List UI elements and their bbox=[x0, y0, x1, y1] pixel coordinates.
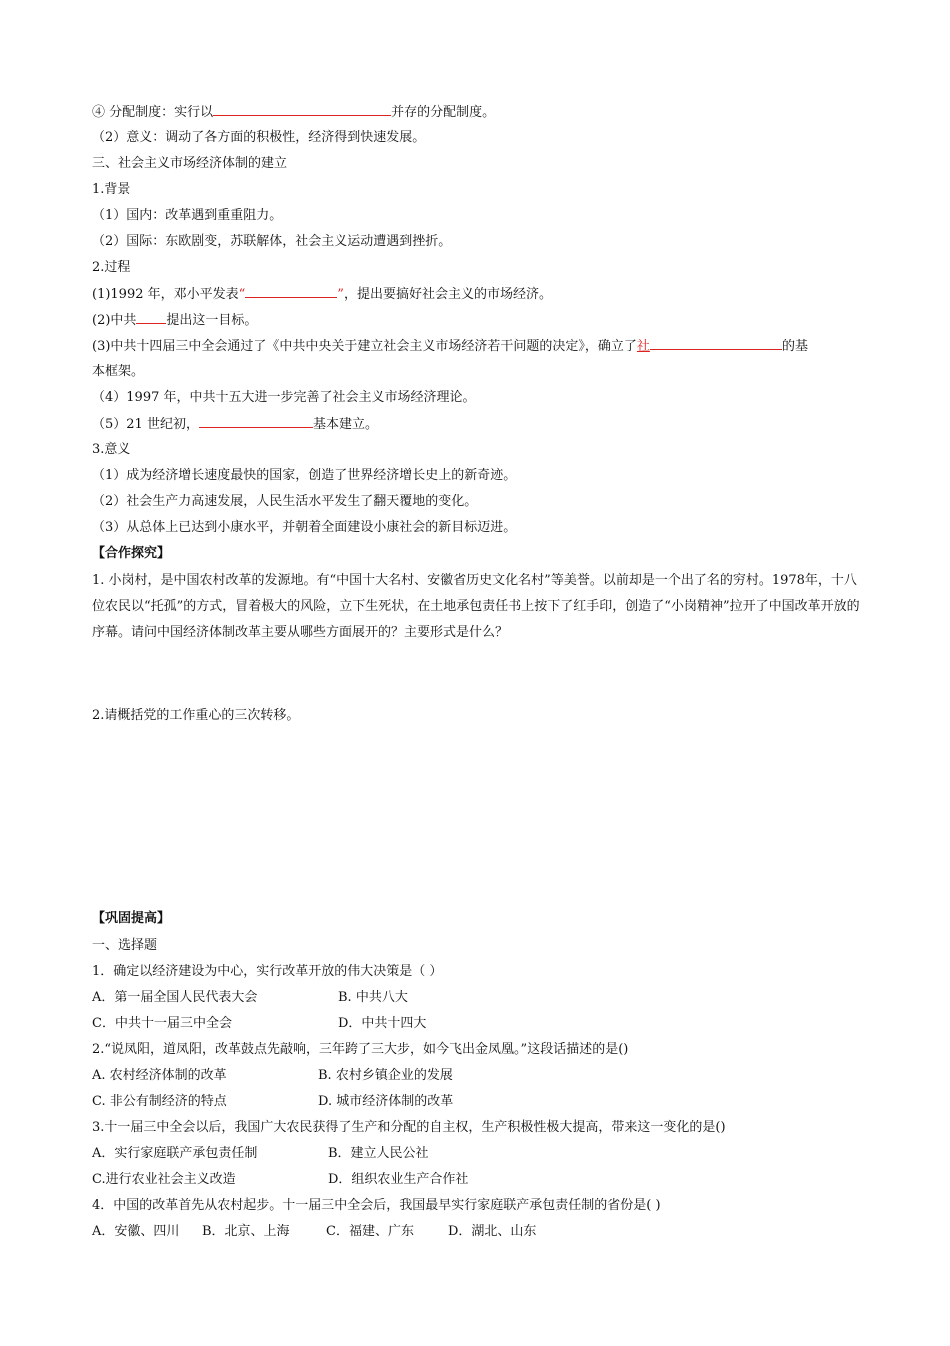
consolidation-heading: 【巩固提高】 bbox=[92, 911, 171, 926]
answer-blank[interactable] bbox=[213, 103, 391, 116]
significance-line: （2）意义：调动了各方面的积极性，经济得到快速发展。 bbox=[92, 130, 426, 145]
significance-1: （1）成为经济增长速度最快的国家，创造了世界经济增长史上的新奇迹。 bbox=[92, 468, 517, 483]
subheading-process: 2.过程 bbox=[92, 260, 131, 275]
international-line: （2）国际：东欧剧变，苏联解体，社会主义运动遭遇到挫折。 bbox=[92, 234, 452, 249]
mc1-option-b[interactable]: B. 中共八大 bbox=[338, 990, 408, 1005]
mc1-option-c[interactable]: C．中共十一届三中全会 bbox=[92, 1016, 232, 1031]
question-paragraph-1: 1. 小岗村，是中国农村改革的发源地。有“中国十大名村、安徽省历史文化名村”等美誉。以前却是一个出了名的穷村。1978年，十八位农民以“托孤”的方式，冒着极大的风险，立下生死状，在土地承包责任书上按下了红手印，创造了“小岗精神”拉开了中国改革开放的序幕。请问中国经济体制改革主要从哪些方面展开的？主要形式是什么？ bbox=[92, 573, 860, 640]
answer-blank[interactable] bbox=[245, 285, 337, 298]
mc2-option-c[interactable]: C. 非公有制经济的特点 bbox=[92, 1094, 227, 1109]
process-line-4: （4）1997 年，中共十五大进一步完善了社会主义市场经济理论。 bbox=[92, 390, 476, 405]
mc-question-4: 4．中国的改革首先从农村起步。十一届三中全会后，我国最早实行家庭联产承包责任制的省份是( ) bbox=[92, 1198, 661, 1213]
mc1-option-d[interactable]: D．中共十四大 bbox=[338, 1016, 427, 1031]
answer-blank[interactable] bbox=[650, 337, 782, 350]
mc-question-1: 1．确定以经济建设为中心，实行改革开放的伟大决策是（ ） bbox=[92, 964, 443, 979]
subheading-background: 1.背景 bbox=[92, 182, 131, 197]
mc3-option-b[interactable]: B．建立人民公社 bbox=[328, 1146, 429, 1161]
answer-blank[interactable] bbox=[199, 415, 313, 428]
mc2-option-d[interactable]: D. 城市经济体制的改革 bbox=[318, 1094, 454, 1109]
process-line-5: （5）21 世纪初， 基本建立。 bbox=[92, 417, 378, 432]
domestic-line: （1）国内：改革遇到重重阻力。 bbox=[92, 208, 283, 223]
mc4-option-b[interactable]: B．北京、上海 bbox=[202, 1224, 290, 1239]
significance-3: （3）从总体上已达到小康水平，并朝着全面建设小康社会的新目标迈进。 bbox=[92, 520, 517, 535]
distribution-line: ④ 分配制度：实行以 并存的分配制度。 bbox=[92, 105, 496, 120]
subheading-significance: 3.意义 bbox=[92, 442, 131, 457]
mc4-option-c[interactable]: C．福建、广东 bbox=[326, 1224, 414, 1239]
section-heading: 三、社会主义市场经济体制的建立 bbox=[92, 156, 288, 171]
mc4-option-a[interactable]: A．安徽、四川 bbox=[92, 1224, 180, 1239]
mc2-option-a[interactable]: A. 农村经济体制的改革 bbox=[92, 1068, 227, 1083]
process-line-3-cont: 本框架。 bbox=[92, 364, 145, 379]
mc3-option-a[interactable]: A．实行家庭联产承包责任制 bbox=[92, 1146, 258, 1161]
process-line-3: (3)中共十四届三中全会通过了《中共中央关于建立社会主义市场经济若干问题的决定》，确立了社 的基 bbox=[92, 339, 808, 354]
process-line-1: (1)1992 年，邓小平发表“ ”，提出要搞好社会主义的市场经济。 bbox=[92, 287, 552, 302]
mc3-option-c[interactable]: C.进行农业社会主义改造 bbox=[92, 1172, 236, 1187]
answer-blank[interactable] bbox=[136, 311, 166, 324]
cooperation-heading: 【合作探究】 bbox=[92, 546, 171, 561]
mc1-option-a[interactable]: A．第一届全国人民代表大会 bbox=[92, 990, 258, 1005]
significance-2: （2）社会生产力高速发展，人民生活水平发生了翻天覆地的变化。 bbox=[92, 494, 478, 509]
mc2-option-b[interactable]: B. 农村乡镇企业的发展 bbox=[318, 1068, 453, 1083]
question-2: 2.请概括党的工作重心的三次转移。 bbox=[92, 708, 300, 723]
process-line-2: (2)中共 提出这一目标。 bbox=[92, 313, 258, 328]
mc3-option-d[interactable]: D．组织农业生产合作社 bbox=[328, 1172, 469, 1187]
mc4-option-d[interactable]: D．湖北、山东 bbox=[448, 1224, 537, 1239]
mc-question-2: 2.“说凤阳，道凤阳，改革鼓点先敲响，三年跨了三大步，如今飞出金凤凰。”这段话描述的是() bbox=[92, 1042, 629, 1057]
multiple-choice-heading: 一、选择题 bbox=[92, 938, 158, 953]
mc-question-3: 3.十一届三中全会以后，我国广大农民获得了生产和分配的自主权，生产积极性极大提高，带来这一变化的是() bbox=[92, 1120, 726, 1135]
